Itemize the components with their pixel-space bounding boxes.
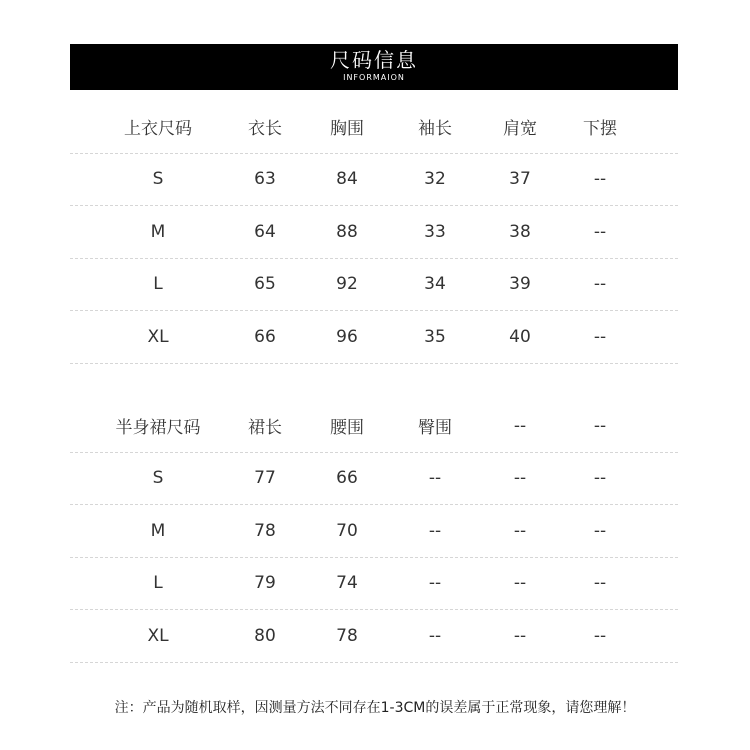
value-cell: 39 — [509, 274, 531, 295]
table-row — [70, 505, 678, 558]
value-cell: -- — [428, 625, 442, 646]
table-row — [70, 206, 678, 259]
header-hip: 臀围 — [418, 418, 452, 439]
header-chest: 胸围 — [330, 119, 364, 140]
size-cell: M — [150, 520, 166, 541]
value-cell: 77 — [254, 468, 276, 489]
value-cell: -- — [593, 169, 607, 190]
header-size-label: 上衣尺码 — [124, 119, 192, 140]
value-cell: -- — [593, 520, 607, 541]
value-cell: 33 — [424, 221, 446, 242]
size-cell: S — [152, 468, 164, 489]
header-skirt-length: 裙长 — [248, 418, 282, 439]
header-size-label: 半身裙尺码 — [115, 418, 201, 439]
header-empty: -- — [593, 415, 607, 436]
value-cell: -- — [428, 573, 442, 594]
table-header-row — [70, 400, 678, 453]
measurement-note: 注：产品为随机取样，因测量方法不同存在1-3CM的误差属于正常现象，请您理解！ — [114, 700, 636, 716]
table-row — [70, 311, 678, 364]
value-cell: 78 — [254, 520, 276, 541]
value-cell: -- — [428, 520, 442, 541]
value-cell: 66 — [336, 468, 358, 489]
header-length: 衣长 — [248, 119, 282, 140]
size-cell: L — [153, 573, 163, 594]
top-size-table — [70, 101, 678, 364]
value-cell: 38 — [509, 221, 531, 242]
value-cell: 70 — [336, 520, 358, 541]
value-cell: -- — [593, 221, 607, 242]
value-cell: 79 — [254, 573, 276, 594]
size-cell: M — [150, 221, 166, 242]
header-banner — [70, 44, 678, 90]
value-cell: -- — [593, 573, 607, 594]
value-cell: 37 — [509, 169, 531, 190]
value-cell: -- — [593, 274, 607, 295]
table-row — [70, 453, 678, 506]
size-cell: XL — [147, 326, 169, 347]
value-cell: 74 — [336, 573, 358, 594]
value-cell: 32 — [424, 169, 446, 190]
value-cell: 35 — [424, 326, 446, 347]
table-header-row — [70, 101, 678, 154]
value-cell: 66 — [254, 326, 276, 347]
value-cell: 80 — [254, 625, 276, 646]
header-waist: 腰围 — [330, 418, 364, 439]
size-cell: S — [152, 169, 164, 190]
value-cell: 92 — [336, 274, 358, 295]
page-subtitle: INFORMAION — [343, 73, 405, 82]
size-cell: XL — [147, 625, 169, 646]
table-row — [70, 259, 678, 312]
value-cell: -- — [513, 520, 527, 541]
value-cell: 78 — [336, 625, 358, 646]
value-cell: -- — [593, 625, 607, 646]
value-cell: 96 — [336, 326, 358, 347]
page-title: 尺码信息 — [330, 48, 418, 72]
table-row — [70, 154, 678, 207]
value-cell: -- — [513, 468, 527, 489]
value-cell: 84 — [336, 169, 358, 190]
value-cell: 40 — [509, 326, 531, 347]
value-cell: -- — [428, 468, 442, 489]
value-cell: -- — [513, 625, 527, 646]
size-cell: L — [153, 274, 163, 295]
value-cell: -- — [513, 573, 527, 594]
value-cell: 63 — [254, 169, 276, 190]
value-cell: -- — [593, 468, 607, 489]
skirt-size-table — [70, 400, 678, 663]
value-cell: 34 — [424, 274, 446, 295]
value-cell: 88 — [336, 221, 358, 242]
table-row — [70, 610, 678, 663]
header-empty: -- — [513, 415, 527, 436]
header-shoulder: 肩宽 — [503, 119, 537, 140]
value-cell: 64 — [254, 221, 276, 242]
value-cell: -- — [593, 326, 607, 347]
value-cell: 65 — [254, 274, 276, 295]
header-hem: 下摆 — [583, 119, 617, 140]
table-row — [70, 558, 678, 611]
header-sleeve: 袖长 — [418, 119, 452, 140]
